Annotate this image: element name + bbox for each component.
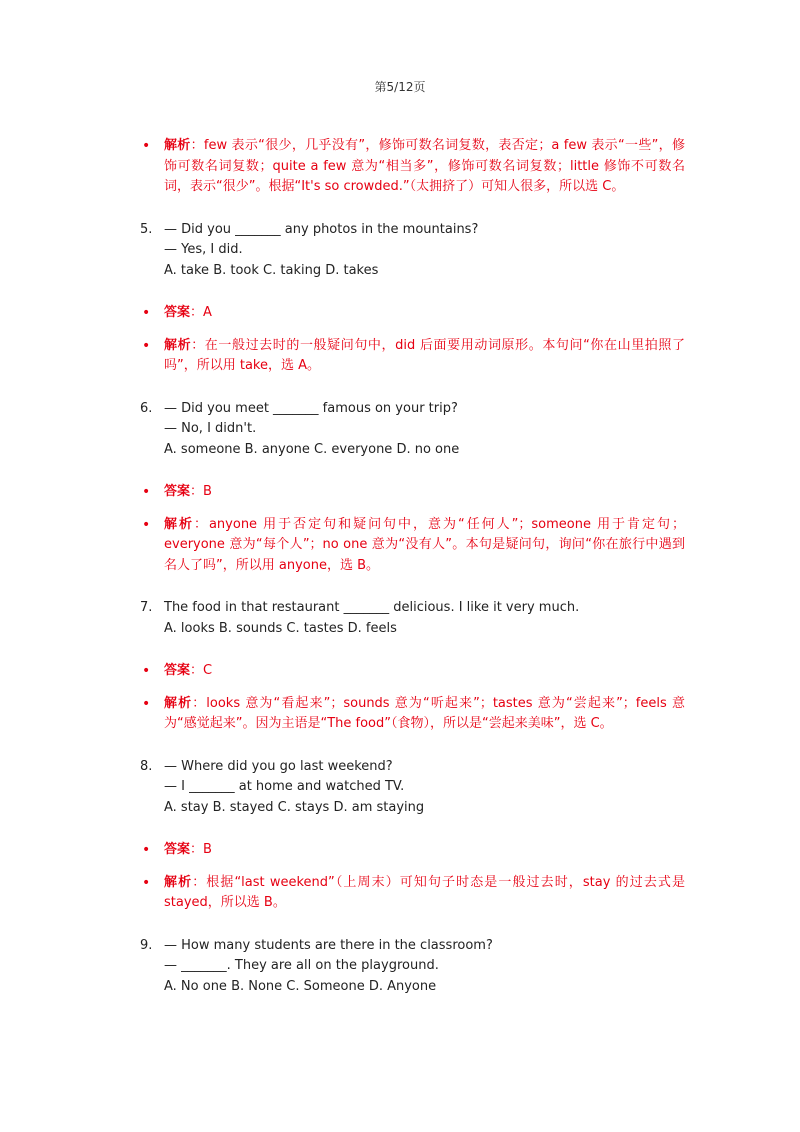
answer-text: ：B <box>190 484 212 499</box>
question-9 <box>140 936 685 998</box>
question-line: The food in that restaurant _______ delicious. I like it very much. <box>164 600 580 615</box>
analysis-bullet <box>140 136 685 198</box>
analysis-label: 解析 <box>164 516 194 532</box>
answer-bullet <box>140 482 685 503</box>
page-number: 第5/12页 <box>374 80 426 94</box>
analysis-label: 解析 <box>164 337 192 353</box>
analysis-label: 解析 <box>164 874 193 890</box>
answer-label: 答案 <box>164 842 191 857</box>
analysis-bullet <box>140 515 685 577</box>
answer-label: 答案 <box>164 484 191 499</box>
question-5 <box>140 220 685 282</box>
question-line: — Where did you go last weekend? <box>164 758 393 774</box>
analysis-label: 解析 <box>164 695 193 711</box>
question-options: A. someone B. anyone C. everyone D. no one <box>164 441 460 457</box>
question-line: — Did you meet _______ famous on your trip? <box>164 400 458 416</box>
question-number: 5. <box>140 221 153 237</box>
answer-label: 答案 <box>164 663 191 678</box>
analysis-text: ：anyone 用于否定句和疑问句中，意为“任何人”；someone 用于肯定句；everyone 意为“每个人”；no one 意为“没有人”。本句是疑问句，询问“你在旅行中遇到名人了吗”，所以用 anyone，选 B。 <box>164 516 685 573</box>
answer-bullet <box>140 661 685 682</box>
analysis-text: ：根据“last weekend”（上周末）可知句子时态是一般过去时，stay 的过去式是 stayed，所以选 B。 <box>164 874 685 910</box>
answer-bullet <box>140 303 685 324</box>
question-7 <box>140 598 685 639</box>
analysis-bullet <box>140 336 685 377</box>
question-line: — Yes, I did. <box>164 242 243 257</box>
analysis-text: ：few 表示“很少，几乎没有”，修饰可数名词复数，表否定；a few 表示“一些”，修饰可数名词复数；quite a few 意为“相当多”，修饰可数名词复数；little 修饰不可数名词，表示“很少”。根据“It's so crowded.”（太拥挤了）可知人很多，所以选 C。 <box>164 138 685 194</box>
analysis-text: ：在一般过去时的一般疑问句中，did 后面要用动词原形。本句问“你在山里拍照了吗”，所以用 take，选 A。 <box>164 337 685 373</box>
analysis-text: ：looks 意为“看起来”；sounds 意为“听起来”；tastes 意为“尝起来”；feels 意为“感觉起来”。因为主语是“The food”（食物），所以是“尝起来美味”，选 C。 <box>164 695 685 731</box>
question-number: 9. <box>140 937 153 953</box>
question-number: 7. <box>140 600 153 615</box>
question-line: — Did you _______ any photos in the mountains? <box>164 221 479 237</box>
answer-text: ：A <box>190 305 212 320</box>
question-8 <box>140 757 685 819</box>
question-line: — I _______ at home and watched TV. <box>164 779 405 794</box>
question-line: — _______. They are all on the playground. <box>164 958 439 973</box>
question-6 <box>140 399 685 461</box>
question-number: 8. <box>140 758 153 774</box>
answer-label: 答案 <box>164 305 191 320</box>
answer-text: ：B <box>190 842 212 857</box>
question-options: A. No one B. None C. Someone D. Anyone <box>164 978 437 994</box>
answer-bullet <box>140 840 685 861</box>
analysis-bullet <box>140 873 685 914</box>
question-line: — No, I didn't. <box>164 421 257 436</box>
answer-text: ：C <box>190 663 213 678</box>
question-line: — How many students are there in the classroom? <box>164 937 493 953</box>
question-options: A. stay B. stayed C. stays D. am staying <box>164 799 425 815</box>
question-options: A. looks B. sounds C. tastes D. feels <box>164 620 397 636</box>
question-options: A. take B. took C. taking D. takes <box>164 262 379 278</box>
analysis-bullet <box>140 694 685 735</box>
question-number: 6. <box>140 400 153 416</box>
document-body <box>140 136 685 997</box>
analysis-label: 解析 <box>164 138 191 153</box>
